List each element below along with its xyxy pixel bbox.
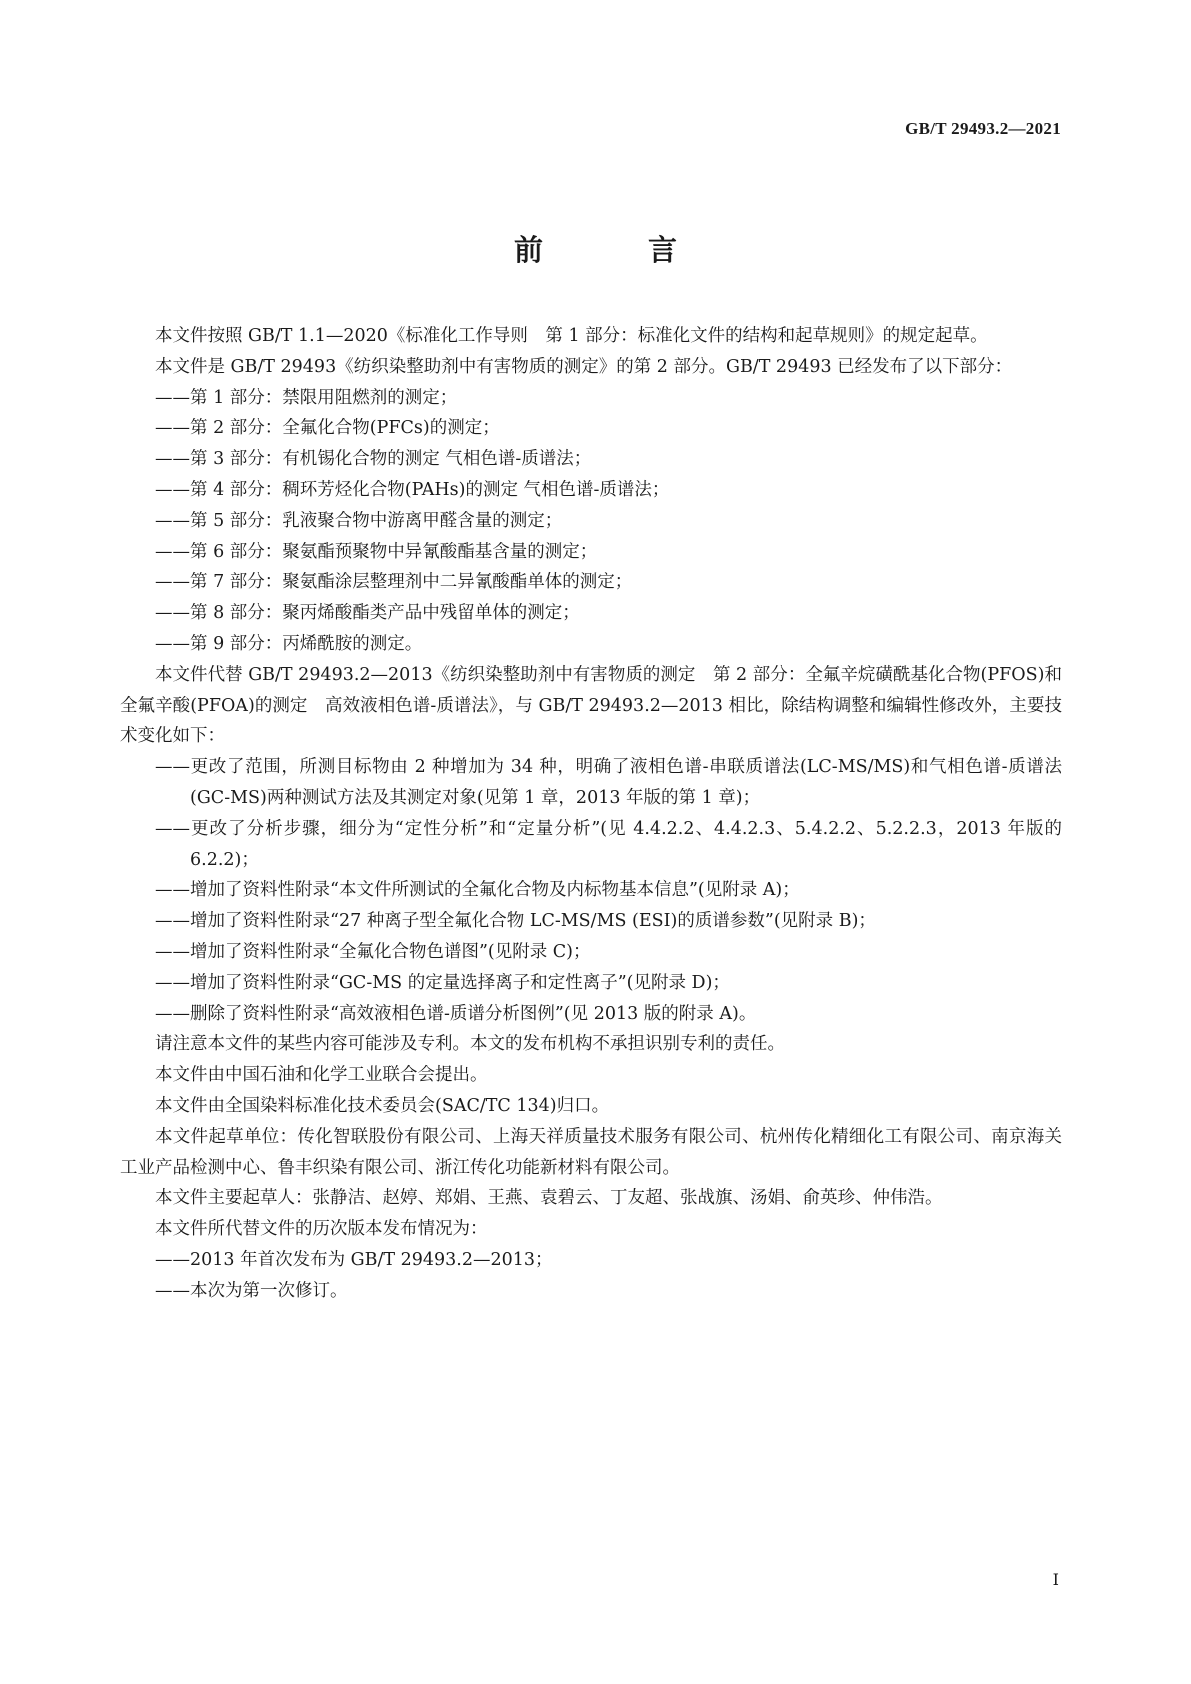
paragraph-drafting-units: 本文件起草单位：传化智联股份有限公司、上海天祥质量技术服务有限公司、杭州传化精细化工有限公司、南京海关工业产品检测中心、鲁丰织染有限公司、浙江传化功能新材料有限公司。: [120, 1126, 1062, 1178]
page-title: 前 言: [513, 233, 715, 267]
part-list-item: ——第 7 部分：聚氨酯涂层整理剂中二异氰酸酯单体的测定；: [155, 572, 633, 593]
change-list-item: ——更改了分析步骤，细分为“定性分析”和“定量分析”(见 4.4.2.2、4.4.2.3、5.4.2.2、5.2.2.3，2013 年版的 6.2.2)；: [155, 818, 1062, 870]
paragraph-drafters: 本文件主要起草人：张静洁、赵婷、郑娟、王燕、袁碧云、丁友超、张战旗、汤娟、俞英珍、仲伟浩。: [155, 1188, 943, 1209]
foreword-body: [120, 321, 1062, 1307]
paragraph-committee: 本文件由全国染料标准化技术委员会(SAC/TC 134)归口。: [155, 1095, 610, 1116]
part-list-item: ——第 6 部分：聚氨酯预聚物中异氰酸酯基含量的测定；: [155, 541, 598, 562]
standard-code: GB/T 29493.2—2021: [905, 119, 1061, 138]
part-list-item: ——第 2 部分：全氟化合物(PFCs)的测定；: [155, 418, 500, 439]
change-list-item: ——增加了资料性附录“全氟化合物色谱图”(见附录 C)；: [155, 941, 591, 962]
change-list-item: ——增加了资料性附录“GC-MS 的定量选择离子和定性离子”(见附录 D)；: [155, 972, 730, 993]
part-list-item: ——第 9 部分：丙烯酰胺的测定。: [155, 633, 423, 654]
paragraph-replacement: 本文件代替 GB/T 29493.2—2013《纺织染整助剂中有害物质的测定 第 2 部分：全氟辛烷磺酰基化合物(PFOS)和全氟辛酸(PFOA)的测定 高效液相色谱-质谱法》，与 GB/T 29493.2—2013 相比，除结构调整和编辑性修改外，主要技术变化如下：: [120, 664, 1062, 747]
paragraph-drafting-rules: 本文件按照 GB/T 1.1—2020《标准化工作导则 第 1 部分：标准化文件的结构和起草规则》的规定起草。: [155, 326, 988, 346]
page-number: I: [1052, 1570, 1059, 1589]
paragraph-series-intro: 本文件是 GB/T 29493《纺织染整助剂中有害物质的测定》的第 2 部分。GB/T 29493 已经发布了以下部分：: [155, 356, 1013, 377]
paragraph-proposer: 本文件由中国石油和化学工业联合会提出。: [155, 1065, 488, 1086]
change-list-item: ——增加了资料性附录“本文件所测试的全氟化合物及内标物基本信息”(见附录 A)；: [155, 880, 800, 901]
history-list-item: ——本次为第一次修订。: [155, 1280, 348, 1301]
paragraph-patent-notice: 请注意本文件的某些内容可能涉及专利。本文的发布机构不承担识别专利的责任。: [155, 1034, 785, 1055]
part-list-item: ——第 3 部分：有机锡化合物的测定 气相色谱-质谱法；: [155, 449, 592, 470]
part-list-item: ——第 8 部分：聚丙烯酸酯类产品中残留单体的测定；: [155, 603, 580, 624]
change-list-item: ——增加了资料性附录“27 种离子型全氟化合物 LC-MS/MS (ESI)的质谱参数”(见附录 B)；: [155, 911, 876, 932]
paragraph-history-intro: 本文件所代替文件的历次版本发布情况为：: [155, 1219, 488, 1240]
change-list-item: ——更改了范围，所测目标物由 2 种增加为 34 种，明确了液相色谱-串联质谱法(LC-MS/MS)和气相色谱-质谱法(GC-MS)两种测试方法及其测定对象(见第 1 章，2013 年版的第 1 章)；: [155, 757, 1062, 808]
history-list-item: ——2013 年首次发布为 GB/T 29493.2—2013；: [155, 1249, 553, 1270]
part-list-item: ——第 4 部分：稠环芳烃化合物(PAHs)的测定 气相色谱-质谱法；: [155, 479, 670, 500]
change-list-item: ——删除了资料性附录“高效液相色谱-质谱分析图例”(见 2013 版的附录 A)。: [155, 1003, 757, 1024]
part-list-item: ——第 5 部分：乳液聚合物中游离甲醛含量的测定；: [155, 510, 563, 531]
part-list-item: ——第 1 部分：禁限用阻燃剂的测定；: [155, 387, 458, 408]
